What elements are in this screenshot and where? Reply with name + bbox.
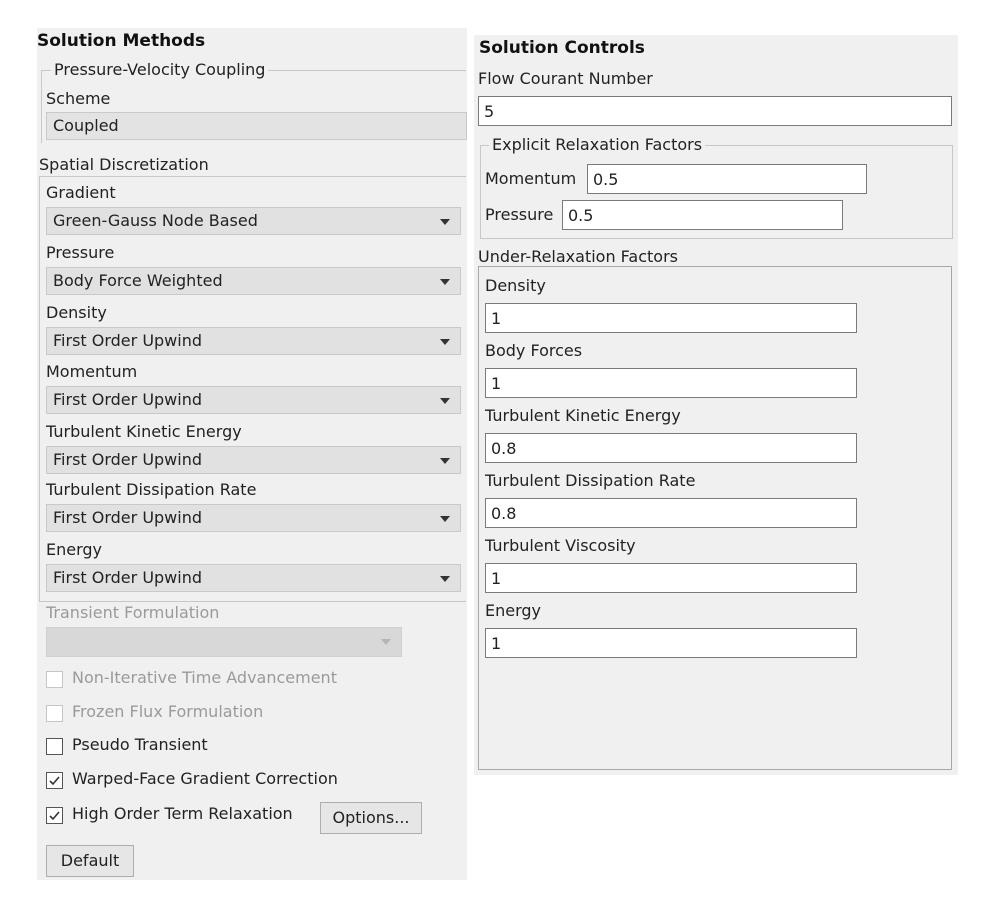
pseudo-transient-label: Pseudo Transient xyxy=(72,735,208,754)
ur-density-label: Density xyxy=(485,276,546,295)
scheme-label: Scheme xyxy=(46,89,111,108)
density-dropdown[interactable] xyxy=(46,327,461,355)
solution-controls-panel xyxy=(474,35,958,775)
frozen-flux-checkbox[interactable] xyxy=(46,705,63,722)
courant-label: Flow Courant Number xyxy=(478,69,653,88)
gradient-value: Green-Gauss Node Based xyxy=(53,211,258,230)
chevron-down-icon xyxy=(440,219,450,225)
tke-value: First Order Upwind xyxy=(53,450,203,469)
non-iterative-label: Non-Iterative Time Advancement xyxy=(72,668,337,687)
momentum-dropdown[interactable] xyxy=(46,386,461,414)
chevron-down-icon xyxy=(440,398,450,404)
ur-tke-input[interactable] xyxy=(485,433,857,463)
courant-input[interactable] xyxy=(478,96,952,126)
momentum-label: Momentum xyxy=(46,362,138,381)
tdr-label: Turbulent Dissipation Rate xyxy=(46,480,257,499)
explicit-pressure-label: Pressure xyxy=(485,205,554,224)
density-label: Density xyxy=(46,303,107,322)
explicit-momentum-input[interactable] xyxy=(587,164,867,194)
tke-dropdown[interactable] xyxy=(46,446,461,474)
pseudo-transient-checkbox[interactable] xyxy=(46,738,63,755)
pressure-dropdown[interactable] xyxy=(46,267,461,295)
check-icon xyxy=(48,774,61,787)
transient-formulation-dropdown[interactable] xyxy=(46,627,402,657)
tdr-dropdown[interactable] xyxy=(46,504,461,532)
pressure-value: Body Force Weighted xyxy=(53,271,223,290)
warped-face-checkbox[interactable] xyxy=(46,772,63,789)
ur-energy-label: Energy xyxy=(485,601,542,620)
ur-turb-viscosity-label: Turbulent Viscosity xyxy=(485,536,636,555)
explicit-pressure-input[interactable] xyxy=(562,200,843,230)
transient-formulation-label: Transient Formulation xyxy=(46,603,220,622)
gradient-label: Gradient xyxy=(46,183,116,202)
pressure-label: Pressure xyxy=(46,243,115,262)
under-relaxation-title: Under-Relaxation Factors xyxy=(478,247,678,266)
explicit-relaxation-title: Explicit Relaxation Factors xyxy=(489,135,705,154)
ur-density-input[interactable] xyxy=(485,303,857,333)
ur-body-forces-label: Body Forces xyxy=(485,341,583,360)
momentum-value: First Order Upwind xyxy=(53,390,203,409)
frozen-flux-label: Frozen Flux Formulation xyxy=(72,702,264,721)
ur-tke-label: Turbulent Kinetic Energy xyxy=(485,406,681,425)
gradient-dropdown[interactable] xyxy=(46,207,461,235)
solution-methods-panel xyxy=(37,28,467,880)
high-order-label: High Order Term Relaxation xyxy=(72,804,293,823)
density-value: First Order Upwind xyxy=(53,331,203,350)
ur-tdr-label: Turbulent Dissipation Rate xyxy=(485,471,696,490)
chevron-down-icon xyxy=(440,339,450,345)
chevron-down-icon xyxy=(440,576,450,582)
warped-face-label: Warped-Face Gradient Correction xyxy=(72,769,338,788)
spatial-discretization-title: Spatial Discretization xyxy=(39,155,209,174)
chevron-down-icon xyxy=(381,639,391,645)
ur-body-forces-input[interactable] xyxy=(485,368,857,398)
energy-dropdown[interactable] xyxy=(46,564,461,592)
chevron-down-icon xyxy=(440,516,450,522)
pv-coupling-group-title: Pressure-Velocity Coupling xyxy=(51,60,268,79)
ur-turb-viscosity-input[interactable] xyxy=(485,563,857,593)
energy-label: Energy xyxy=(46,540,103,559)
high-order-checkbox[interactable] xyxy=(46,807,63,824)
scheme-field[interactable]: Coupled xyxy=(46,112,467,140)
ur-tdr-input[interactable] xyxy=(485,498,857,528)
default-button[interactable]: Default xyxy=(46,845,134,877)
energy-value: First Order Upwind xyxy=(53,568,203,587)
explicit-momentum-label: Momentum xyxy=(485,169,577,188)
check-icon xyxy=(48,809,61,822)
solution-methods-title: Solution Methods xyxy=(37,31,206,51)
solution-controls-title: Solution Controls xyxy=(479,38,645,58)
tke-label: Turbulent Kinetic Energy xyxy=(46,422,242,441)
options-button[interactable]: Options... xyxy=(320,802,422,834)
chevron-down-icon xyxy=(440,458,450,464)
chevron-down-icon xyxy=(440,279,450,285)
non-iterative-checkbox[interactable] xyxy=(46,671,63,688)
tdr-value: First Order Upwind xyxy=(53,508,203,527)
ur-energy-input[interactable] xyxy=(485,628,857,658)
